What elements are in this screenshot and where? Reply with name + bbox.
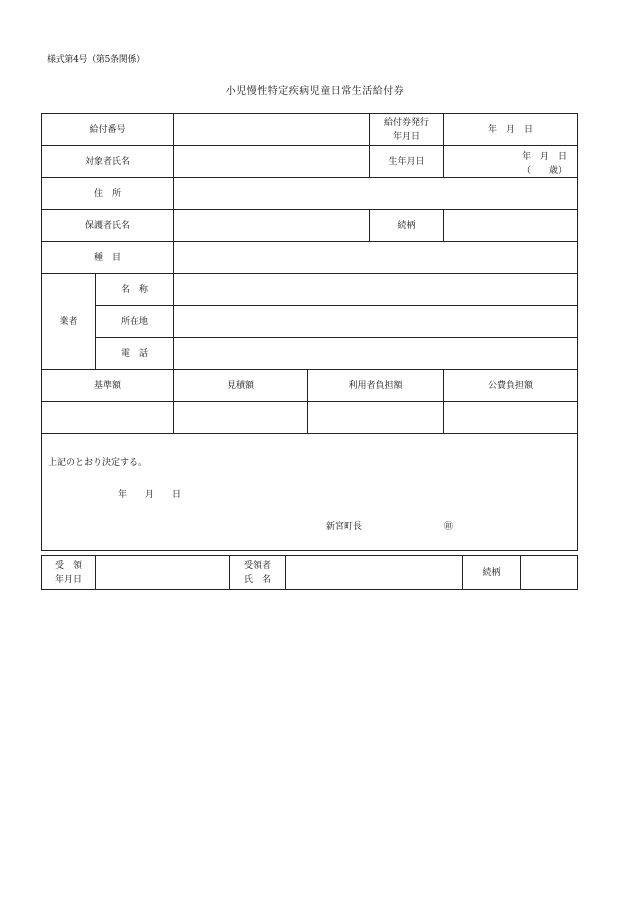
label-birth-date: 生年月日: [370, 146, 444, 178]
field-birth-date[interactable]: [444, 146, 578, 178]
field-subject-name[interactable]: [174, 146, 370, 178]
label-vendor: 業者: [42, 274, 96, 370]
label-issue-date: 給付券発行 年月日: [370, 114, 444, 146]
mayor-title: 新宮町長: [326, 522, 363, 532]
field-receipt-date[interactable]: [96, 556, 230, 590]
label-estimate-amount: 見積額: [174, 370, 308, 402]
field-benefit-number[interactable]: [174, 114, 370, 146]
label-recipient-relationship: 続柄: [463, 556, 521, 590]
label-standard-amount: 基準額: [42, 370, 174, 402]
label-address: 住 所: [42, 178, 174, 210]
label-recipient-name: 受領者 氏 名: [230, 556, 286, 590]
decision-date[interactable]: 年 月 日: [118, 490, 182, 500]
label-subject-name: 対象者氏名: [42, 146, 174, 178]
decision-text: 上記のとおり決定する。: [48, 458, 148, 468]
field-user-burden[interactable]: [308, 402, 444, 434]
field-relationship[interactable]: [444, 210, 578, 242]
label-vendor-name: 名 称: [96, 274, 174, 306]
birth-age: （ 歳）: [522, 166, 568, 176]
label-receipt-date: 受 領 年月日: [42, 556, 96, 590]
field-public-burden[interactable]: [444, 402, 578, 434]
form-number-label: 様式第4号（第5条関係）: [47, 55, 145, 65]
label-guardian-name: 保護者氏名: [42, 210, 174, 242]
document-title: 小児慢性特定疾病児童日常生活給付券: [225, 86, 405, 97]
decision-section: [42, 434, 578, 551]
field-standard-amount[interactable]: [42, 402, 174, 434]
field-recipient-relationship[interactable]: [521, 556, 578, 590]
field-recipient-name[interactable]: [286, 556, 463, 590]
label-vendor-phone: 電 話: [96, 338, 174, 370]
voucher-table: [41, 113, 578, 551]
label-public-burden: 公費負担額: [444, 370, 578, 402]
birth-date-ymd: 年 月 日: [522, 152, 568, 162]
label-user-burden: 利用者負担額: [308, 370, 444, 402]
field-vendor-name[interactable]: [174, 274, 578, 306]
field-vendor-phone[interactable]: [174, 338, 578, 370]
receipt-table: [41, 555, 578, 590]
field-address[interactable]: [174, 178, 578, 210]
field-estimate-amount[interactable]: [174, 402, 308, 434]
field-issue-date[interactable]: 年 月 日: [444, 114, 578, 146]
label-relationship: 続柄: [370, 210, 444, 242]
seal-mark: ㊞: [444, 522, 454, 532]
label-benefit-number: 給付番号: [42, 114, 174, 146]
field-guardian-name[interactable]: [174, 210, 370, 242]
field-vendor-location[interactable]: [174, 306, 578, 338]
label-vendor-location: 所在地: [96, 306, 174, 338]
field-item-type[interactable]: [174, 242, 578, 274]
label-item-type: 種 目: [42, 242, 174, 274]
